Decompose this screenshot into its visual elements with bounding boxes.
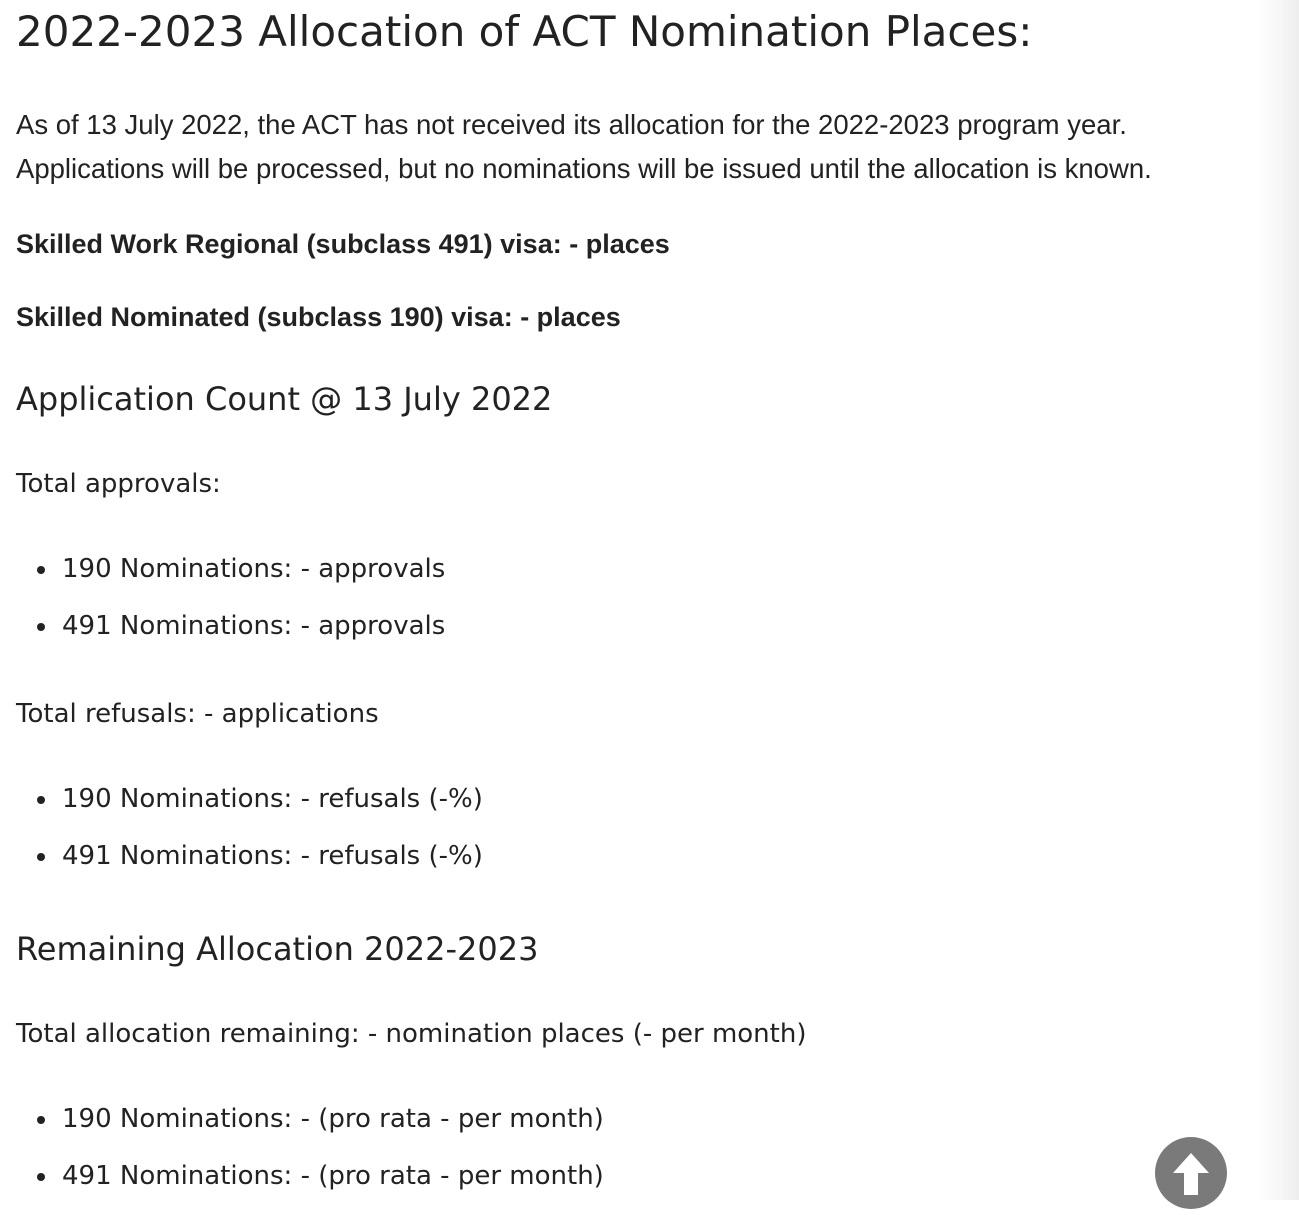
list-item: 491 Nominations: - approvals bbox=[16, 608, 445, 665]
intro-paragraph bbox=[16, 103, 1152, 191]
intro-line: As of 13 July 2022, the ACT has not received its allocation for the 2022-2023 program year. bbox=[16, 109, 1127, 140]
arrow-up-icon bbox=[1155, 1137, 1227, 1209]
list-item: 491 Nominations: - (pro rata - per month) bbox=[16, 1158, 604, 1215]
list-item: 190 Nominations: - approvals bbox=[16, 551, 445, 608]
page-title: 2022-2023 Allocation of ACT Nomination Places: bbox=[16, 7, 1033, 56]
section-heading-application-count: Application Count @ 13 July 2022 bbox=[16, 380, 553, 418]
total-refusals-label: Total refusals: - applications bbox=[16, 699, 379, 729]
list-item: 190 Nominations: - refusals (-%) bbox=[16, 781, 483, 838]
approvals-list bbox=[16, 551, 445, 665]
total-approvals-label: Total approvals: bbox=[16, 469, 221, 499]
total-allocation-remaining-label: Total allocation remaining: - nomination places (- per month) bbox=[16, 1019, 807, 1049]
section-heading-remaining-allocation: Remaining Allocation 2022-2023 bbox=[16, 930, 539, 968]
list-item: 190 Nominations: - (pro rata - per month) bbox=[16, 1101, 604, 1158]
scroll-to-top-button[interactable] bbox=[1155, 1137, 1227, 1209]
visa-491-places: Skilled Work Regional (subclass 491) visa: - places bbox=[16, 229, 670, 259]
intro-line: Applications will be processed, but no nominations will be issued until the allocation is known. bbox=[16, 153, 1152, 184]
list-item: 491 Nominations: - refusals (-%) bbox=[16, 838, 483, 895]
page-edge-shadow bbox=[1259, 0, 1299, 1200]
remaining-allocation-list bbox=[16, 1101, 604, 1215]
visa-190-places: Skilled Nominated (subclass 190) visa: - places bbox=[16, 302, 621, 332]
refusals-list bbox=[16, 781, 483, 895]
